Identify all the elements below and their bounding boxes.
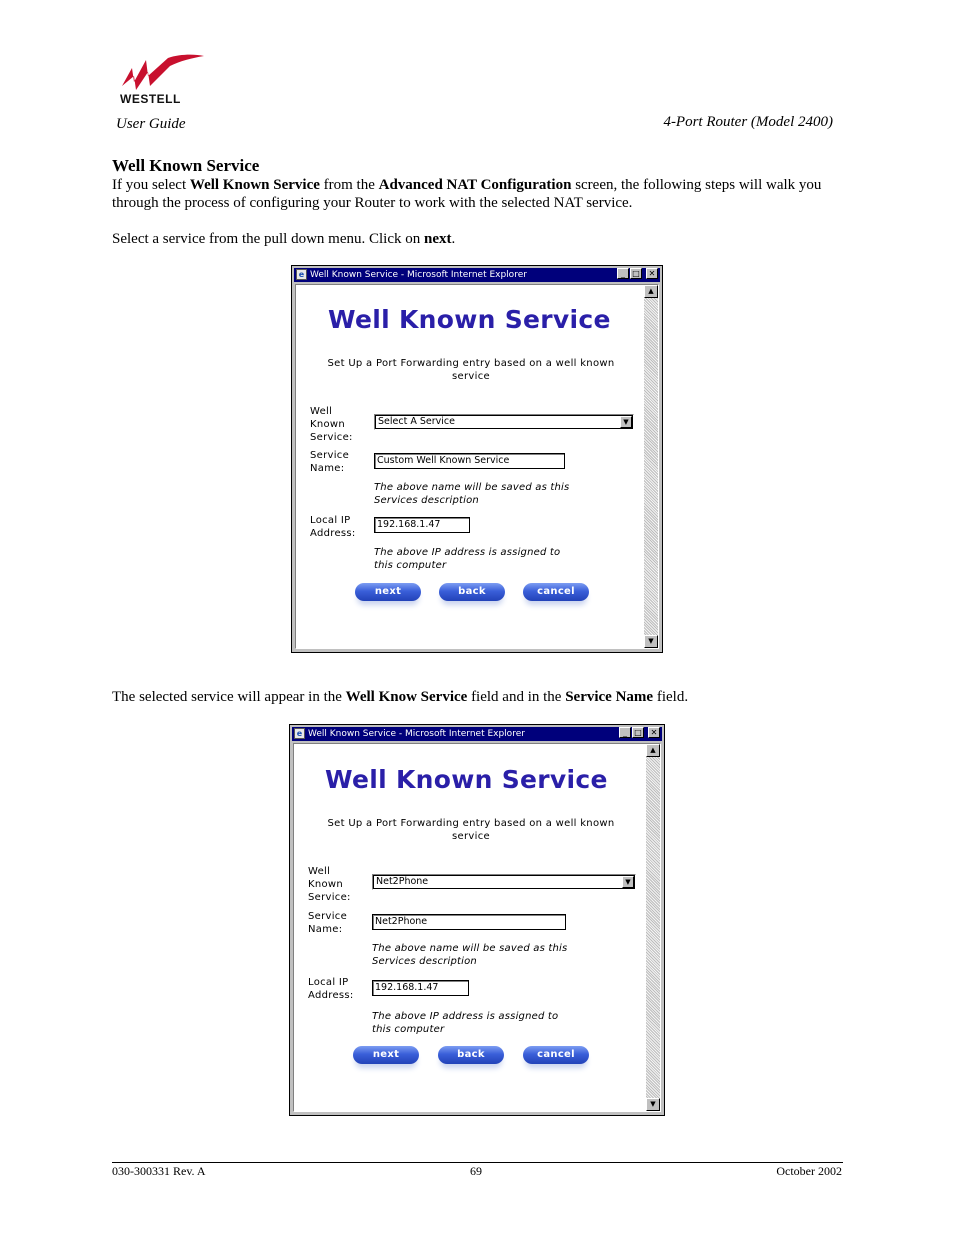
local-ip-label: Local IP Address: [310, 515, 356, 539]
scroll-down-icon[interactable]: ▼ [644, 635, 658, 648]
header-right: 4-Port Router (Model 2400) [663, 114, 833, 130]
back-button[interactable]: back [438, 1046, 504, 1064]
dropdown-arrow-icon[interactable]: ▼ [620, 416, 632, 428]
scroll-down-icon[interactable]: ▼ [646, 1098, 660, 1111]
local-ip-input[interactable]: 192.168.1.47 [372, 980, 469, 996]
page-heading: Well Known Service [325, 765, 608, 794]
page-subtitle: Set Up a Port Forwarding entry based on a well known service [327, 358, 615, 382]
service-name-note: The above name will be saved as this Services description [374, 482, 570, 506]
well-known-service-label: Well Known Service: [310, 406, 353, 443]
maximize-icon[interactable]: □ [630, 268, 642, 279]
ie-icon: e [294, 728, 305, 739]
service-name-input[interactable]: Custom Well Known Service [374, 453, 565, 469]
brand-name: WESTELL [120, 92, 181, 106]
minimize-icon[interactable]: _ [617, 268, 629, 279]
footer-doc-number: 030-300331 Rev. A [112, 1164, 206, 1178]
vertical-scrollbar[interactable] [646, 744, 660, 1111]
well-known-service-label: Well Known Service: [308, 866, 351, 903]
step2-paragraph: The selected service will appear in the Well Know Service field and in the Service Name field. [112, 689, 689, 705]
local-ip-note: The above IP address is assigned to this computer [372, 1011, 559, 1035]
local-ip-note: The above IP address is assigned to this computer [374, 547, 561, 571]
browser-window-1 [291, 265, 663, 653]
window-titlebar [292, 727, 662, 741]
vertical-scrollbar[interactable] [644, 285, 658, 648]
service-name-label: Service Name: [310, 450, 350, 474]
maximize-icon[interactable]: □ [632, 727, 644, 738]
window-title: Well Known Service - Microsoft Internet Explorer [310, 270, 527, 280]
service-name-label: Service Name: [308, 911, 348, 935]
section-title: Well Known Service [112, 156, 260, 175]
close-icon[interactable]: ✕ [648, 727, 660, 738]
ie-icon: e [296, 269, 307, 280]
local-ip-label: Local IP Address: [308, 977, 354, 1001]
cancel-button[interactable]: cancel [523, 583, 589, 601]
page-subtitle: Set Up a Port Forwarding entry based on a well known service [327, 818, 615, 842]
browser-window-2 [289, 724, 665, 1116]
next-button[interactable]: next [353, 1046, 419, 1064]
step1-paragraph: Select a service from the pull down menu. Click on next. [112, 231, 456, 247]
service-name-note: The above name will be saved as this Services description [372, 943, 568, 967]
window-titlebar [294, 268, 660, 282]
local-ip-input[interactable]: 192.168.1.47 [374, 517, 470, 533]
window-title: Well Known Service - Microsoft Internet Explorer [308, 729, 525, 739]
footer-page-number: 69 [470, 1164, 482, 1178]
dropdown-arrow-icon[interactable]: ▼ [622, 876, 634, 888]
browser-content [295, 284, 659, 649]
cancel-button[interactable]: cancel [523, 1046, 589, 1064]
scroll-up-icon[interactable]: ▲ [646, 744, 660, 757]
westell-logo-icon [118, 52, 208, 96]
close-icon[interactable]: ✕ [646, 268, 658, 279]
scroll-up-icon[interactable]: ▲ [644, 285, 658, 298]
back-button[interactable]: back [439, 583, 505, 601]
intro-paragraph: If you select Well Known Service from the Advanced NAT Configuration screen, the following steps will walk you through the process of configuring your Router to work with the selected NAT service. [112, 177, 822, 211]
footer-date: October 2002 [776, 1164, 842, 1178]
minimize-icon[interactable]: _ [619, 727, 631, 738]
footer-divider [112, 1162, 843, 1163]
westell-logo [118, 52, 208, 108]
header-left: User Guide [116, 116, 186, 132]
browser-content [293, 743, 661, 1112]
well-known-service-select[interactable]: Net2Phone ▼ [372, 874, 636, 890]
well-known-service-select[interactable]: Select A Service ▼ [374, 414, 634, 430]
page-heading: Well Known Service [328, 305, 611, 334]
next-button[interactable]: next [355, 583, 421, 601]
service-name-input[interactable]: Net2Phone [372, 914, 566, 930]
